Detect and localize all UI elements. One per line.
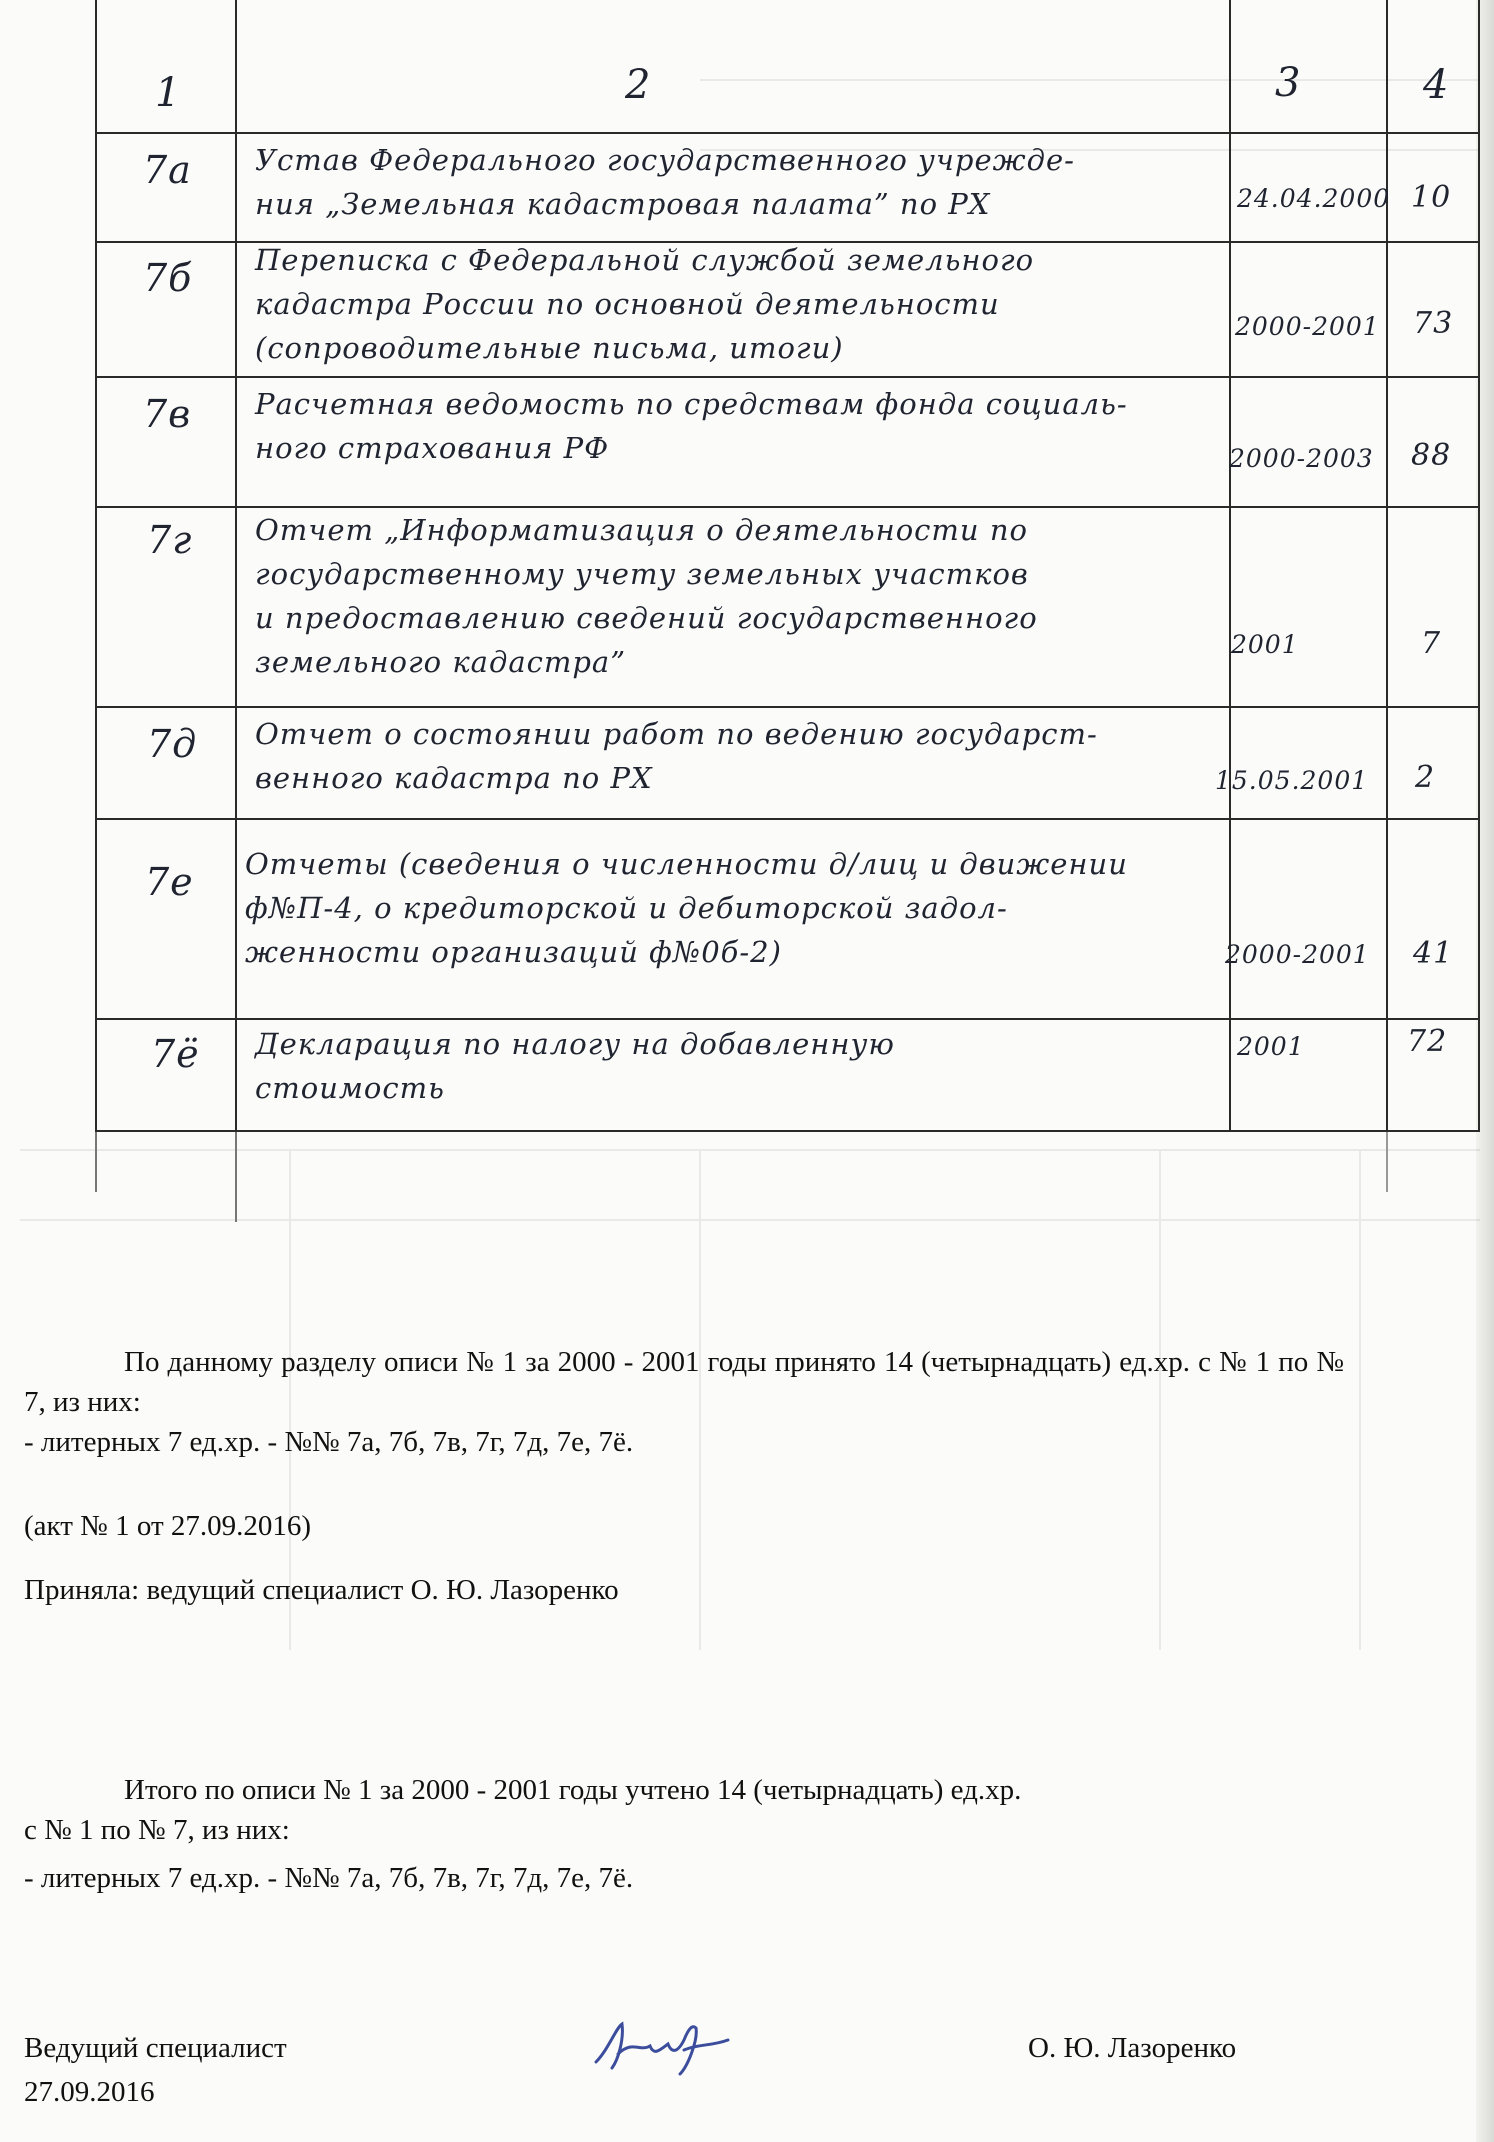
row-title: Расчетная ведомость по средствам фонда социаль- ного страхования РФ (255, 387, 1128, 465)
row-count: 2 (1415, 760, 1436, 795)
row-date: 2000-2001 (1235, 312, 1380, 341)
row-count: 10 (1411, 180, 1452, 215)
table-stub-line (1386, 1132, 1388, 1192)
section-summary-letters: - литерных 7 ед.хр. - №№ 7а, 7б, 7в, 7г, 7д, 7е, 7ё. (24, 1426, 634, 1458)
row-count: 88 (1411, 438, 1452, 473)
table-column-divider (1386, 0, 1388, 1132)
column-header: 3 (1275, 60, 1302, 106)
row-title: Декларация по налогу на добавленную стоимость (255, 1027, 895, 1105)
row-count: 72 (1407, 1024, 1448, 1059)
signatory-name: О. Ю. Лазоренко (1028, 2032, 1237, 2064)
table-row-line (95, 706, 1480, 708)
act-reference: (акт № 1 от 27.09.2016) (24, 1510, 312, 1542)
row-title: Отчеты (сведения о численности д/лиц и движении ф№П-4, о кредиторской и дебиторской задол- женности организаций ф№0б-2) (245, 847, 1128, 969)
row-count: 41 (1413, 936, 1454, 971)
table-row-line (95, 818, 1480, 820)
row-number: 7ё (151, 1032, 200, 1076)
row-number: 7е (145, 860, 194, 904)
row-date: 2001 (1231, 630, 1299, 659)
total-summary-letters: - литерных 7 ед.хр. - №№ 7а, 7б, 7в, 7г, 7д, 7е, 7ё. (24, 1862, 634, 1894)
table-column-divider (235, 0, 237, 1132)
table-row-line (95, 132, 1480, 134)
table-border-right (1478, 0, 1480, 1132)
row-number: 7в (143, 392, 192, 436)
row-date: 2001 (1237, 1032, 1305, 1061)
row-title: Переписка с Федеральной службой земельного кадастра России по основной деятельности (сопроводительные письма, итоги) (255, 243, 1035, 365)
column-header: 4 (1423, 62, 1450, 108)
table-row-line (95, 1018, 1480, 1020)
row-number: 7д (147, 722, 198, 766)
row-date: 2000-2001 (1225, 940, 1370, 969)
row-title: Отчет о состоянии работ по ведению государст- венного кадастра по РХ (255, 717, 1098, 795)
row-number: 7а (143, 148, 192, 192)
row-date: 2000-2003 (1229, 444, 1374, 473)
section-summary-paragraph: По данному разделу описи № 1 за 2000 - 2001 годы принято 14 (четырнадцать) ед.хр. с № 1 по № 7, из них: (24, 1346, 1344, 1418)
column-header: 1 (155, 70, 182, 116)
row-date: 24.04.2000 (1237, 184, 1391, 213)
section-summary (24, 1342, 1344, 1462)
table-stub-line (235, 1132, 237, 1222)
signature-date: 27.09.2016 (24, 2076, 155, 2108)
table-row-line (95, 376, 1480, 378)
row-title: Устав Федерального государственного учрежде- ния „Земельная кадастровая палата” по РХ (255, 143, 1075, 221)
table-border-left (95, 0, 97, 1132)
accepted-by: Приняла: ведущий специалист О. Ю. Лазоренко (24, 1574, 619, 1606)
row-number: 7г (147, 518, 193, 562)
handwritten-signature (588, 2010, 738, 2080)
column-header: 2 (625, 62, 652, 108)
signatory-position: Ведущий специалист (24, 2032, 287, 2064)
row-title: Отчет „Информатизация о деятельности по государственному учету земельных участков и предоставлению сведений государственного земельного кадастра” (255, 513, 1038, 679)
row-count: 73 (1413, 306, 1454, 341)
total-summary-line2: с № 1 по № 7, из них: (24, 1814, 290, 1846)
inventory-table (95, 0, 1480, 1132)
total-summary-line1: Итого по описи № 1 за 2000 - 2001 годы учтено 14 (четырнадцать) ед.хр. (124, 1774, 1022, 1806)
row-count: 7 (1421, 626, 1442, 661)
table-stub-line (95, 1132, 97, 1192)
table-border-bottom (95, 1130, 1480, 1132)
row-number: 7б (143, 256, 193, 300)
row-date: 15.05.2001 (1215, 766, 1369, 795)
